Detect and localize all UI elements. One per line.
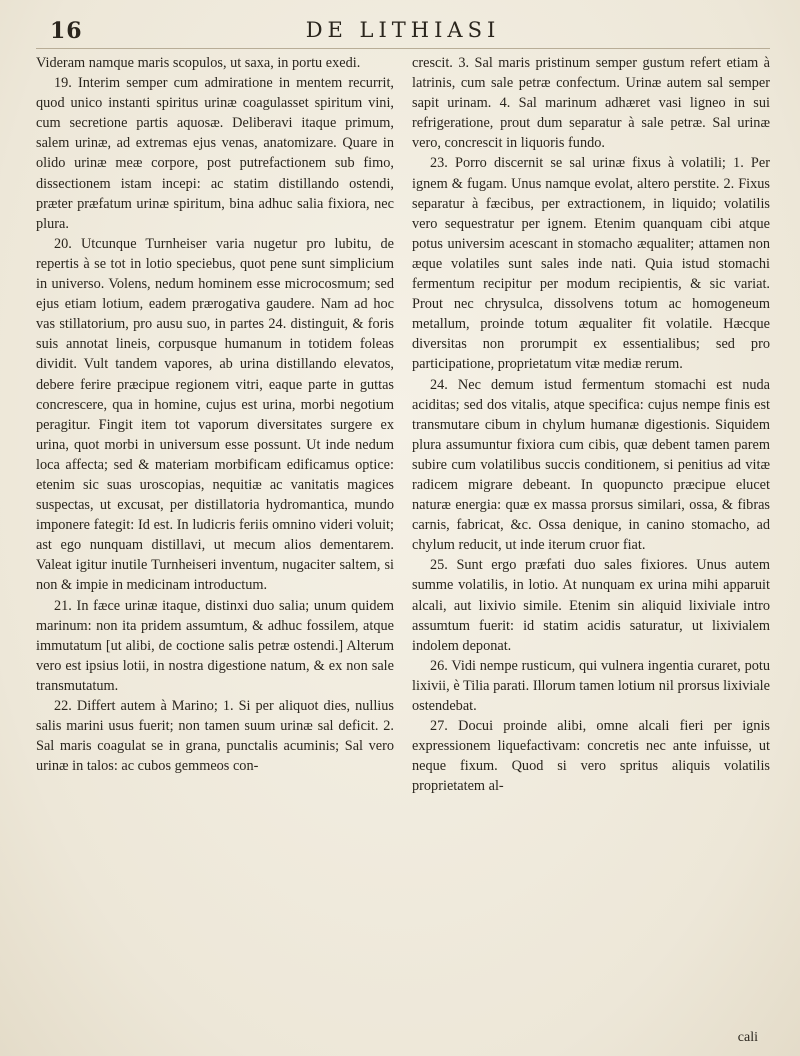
paragraph: 26. Vidi nempe rusticum, qui vulnera ingentia curaret, potu lixivii, è Tilia parati. Illorum tamen lotium nil prorsus lixiviale ostendebat. [412,657,770,714]
paragraph: 19. Interim semper cum admiratione in mentem recurrit, quod unico instanti spiritus urinæ coagulasset spiritum vini, cum secretione partis aquosæ. Deliberavi itaque primum, salem urinæ, ad extremas ejus venas, anatomizare. Quare in olido urinæ meæ corpore, post putrefactionem sub fimo, dissectionem istam incepi: ac statim distillando ostendi, præter præfatum urinæ spiritum, bina adhuc salia fixiora, nec plura. [36,75,394,232]
paragraph: 25. Sunt ergo præfati duo sales fixiores. Unus autem summe volatilis, in lotio. At nunquam ex urina mihi apparuit alcali, aut lixivio similе. Etenim sin aliquid lixiviale intro assumtum fuerit: id statim acidis saturatur, ut lixivialem indolem deponat. [412,557,770,654]
paragraph: Videram namque maris scopulos, ut saxa, in portu exedi. [36,55,361,71]
paragraph: 22. Differt autem à Marino; 1. Si per aliquot dies, nullius salis marini usus fuerit; non tamen suum urinæ sal deficit. 2. Sal maris coagulat se in grana, punctalis acuminis; Sal vero urinæ in talos: ac cubos gemmeos con- [36,698,394,775]
page-number: 16 [50,18,83,44]
right-column [412,53,770,1043]
left-column [36,53,394,1043]
paragraph: crescit. 3. Sal maris pristinum semper gustum refert etiam à latrinis, cum sale petræ confectum. Urinæ autem sal semper sapit urinam. 4. Sal marinum adhæret vasi ligneo in sui refrigeratione, prout dum separatur à sale petræ. Sal urinæ vero, concrescit in liquoris fundo. [412,55,770,152]
paragraph: 27. Docui proinde alibi, omne alcali fieri per ignis expressionem liquefactivam: concretis nec ante infuisse, ut neque fixum. Quod si vero spritus aliquis volatilis proprietatem al- [412,718,770,795]
text-columns [36,53,770,1043]
paragraph: 21. In fæce urinæ itaque, distinxi duo salia; unum quidem marinum: non ita pridem assumtum, & adhuc fossilem, atque immutatum [ut alibi, de coctione salis petræ ostendi.] Alterum vero est ipsius lotii, in nostra digestione natum, & ex non sale transmutatum. [36,597,394,694]
paragraph: 23. Porro discernit se sal urinæ fixus à volatili; 1. Per ignem & fugam. Unus namque evolat, altero perstite. 2. Fixus separatur à fæcibus, per extractionem, in liquido; volatilis vero sequestratur per ignem. Etenim quanquam cibi atque potus universim acescant in stomacho æqualiter; attamen non æque volatiles sunt sales inde nati. Quia istud stomachi fermentum recipitur per modum recipientis, & sic variat. Prout nec chrysulca, dissolvens totum ac homogeneum metallum, proinde totum æqualiter fit volatile. Hæcque diversitas non prorumpit ex essentialibus; sed pro participatione, proprietatum vitæ mediæ rerum. [412,155,770,373]
page-header [36,18,770,49]
paragraph: 24. Nec demum istud fermentum stomachi est nuda aciditas; sed dos vitalis, atque specifica: cujus nempe finis est transmutare cibum in chylum humanæ digestionis. Siquidem plura assumuntur fixiora cum cibis, quæ debent tamen parem subire cum volatilibus succis conditionem, si penitius ad vitæ radicem migrare debeant. In quopuncto præcipue elucet naturæ energia: quæ ex massa prorsus similari, ossa, & fibras carnis, fabricat, &c. Ossa denique, in canino stomacho, ad chylum reducit, ut inde iterum cruor fiat. [412,376,770,554]
catchword: cali [737,1030,758,1045]
running-title: DE LITHIASI [305,18,501,42]
paragraph: 20. Utcunque Turnheiser varia nugetur pro lubitu, de repertis à se tot in lotio speciebus, quot pene sunt simplicium in universo. Volens, nedum hominem esse microcosmum; sed ejus etiam lotium, eadem prærogativa gaudere. Nam ad hoc vas stillatorium, pro ausu suo, in partes 24. distinguit, & foris suis annotat lineis, corpusque humanum in totidem foleas dividit. Vult tandem vapores, ab urina distillando elevatos, debere ferire præcipue regionem vitri, eaque parte in guttas concrescere, qua in homine, cujus est urina, morbi negotium peragitur. Fingit item tot vaporum diversitates surgere ex urina, quot morbi in universum esse possunt. Ut inde nedum loca affecta; sed & materiam morbificam edificamus optice: etenim sic suas uroscopias, nequitiæ ac vanitatis magices suspectas, ut excusat, per distillatoria hydromantica, mundo imponere fategit: Id est. In ludicris feriis omnino videri voluit; ast ego nunquam distillavi, ut mecum alios dementarem. Valeat igitur inutile Turnheiseri inventum, nugaciter saltem, si non & impie in medicinam introductum. [36,235,394,594]
